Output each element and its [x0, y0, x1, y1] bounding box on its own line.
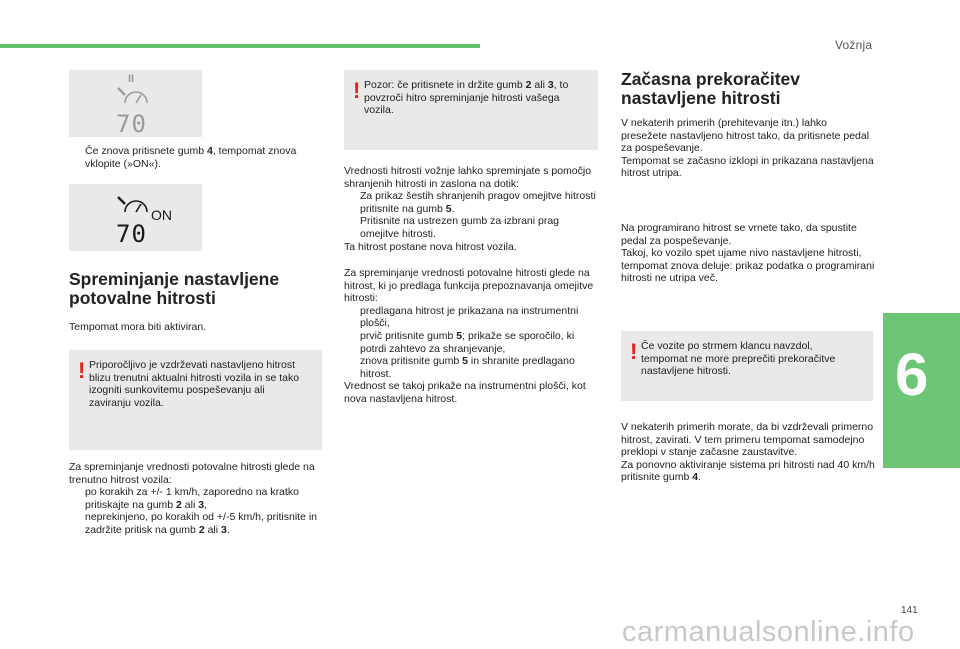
- speedometer-icon: [118, 88, 147, 103]
- watermark: carmanualsonline.info: [622, 616, 915, 648]
- intro-text: Tempomat mora biti aktiviran.: [69, 321, 207, 333]
- list-item: neprekinjeno, po korakih od +/-5 km/h, pritisnite in zadržite pritisk na gumb 2 ali 3.: [85, 511, 317, 536]
- cruise-display-on: [69, 184, 202, 251]
- warning-box-downhill: [621, 331, 873, 401]
- cruise-paused-graphic: [69, 70, 202, 137]
- warning-icon: !: [630, 339, 638, 364]
- list-item: Pritisnite na ustrezen gumb za izbrani prag omejitve hitrosti.: [360, 215, 560, 240]
- page-number: 141: [901, 605, 918, 616]
- heading-change-speed: Spreminjanje nastavljene potovalne hitrosti: [69, 269, 280, 308]
- warning-box-speed: [69, 350, 322, 450]
- stored-speeds-section: Vrednosti hitrosti vožnje lahko spreminjate s pomočjo shranjenih hitrosti in zaslona na dotik: Za prikaz šestih shranjenih pragov omejitve hitrosti pritisnite na gumb 5. Pritisnite na ustrezen gumb za izbrani prag omejitve hitrosti. Ta hitrost postane nova hitrost vozila.: [344, 165, 599, 253]
- warning-box-fast-change: [344, 70, 598, 150]
- chapter-number: 6: [895, 341, 929, 408]
- speed-value: 70: [116, 110, 147, 137]
- cruise-display-paused: [69, 70, 202, 137]
- change-instructions: Za spreminjanje vrednosti potovalne hitrosti glede na trenutno hitrost vozila: po korakih za +/- 1 km/h, zaporedno na kratko pritiskajte na gumb 2 ali 3, neprekinjeno, po korakih od +/-5 km/h, pritisnite in zadržite pritisk na gumb 2 ali 3.: [69, 461, 324, 537]
- section-title: Vožnja: [835, 38, 873, 52]
- list-item: predlagana hitrost je prikazana na instrumentni plošči,: [360, 304, 579, 330]
- list-item: po korakih za +/- 1 km/h, zaporedno na kratko pritiskajte na gumb 2 ali 3,: [85, 486, 299, 511]
- recognition-section: Za spreminjanje vrednosti potovalne hitrosti glede na hitrost, ki jo predlaga funkcija prepoznavanja omejitve hitrosti: predlagana hitrost je prikazana na instrumentni plošči, prvič pritisnite gumb 5; prikaže se sporočilo, ki potrdi zahtevo za shranjevanje, znova pritisnite gumb 5 in shranite predlagano hitrost. Vrednost se takoj prikaže na instrumentni plošči, kot nova nastavljena hitrost.: [344, 267, 599, 406]
- warning-icon: !: [353, 78, 361, 103]
- on-label: ON: [151, 207, 172, 223]
- header-accent-bar: [0, 44, 480, 48]
- return-paragraph: Na programirano hitrost se vrnete tako, da spustite pedal za pospeševanje. Takoj, ko vozilo spet ujame nivo nastavljene hitrosti, tempomat znova deluje: prikaz podatka o programirani hitrosti ne utripa več.: [621, 222, 875, 285]
- cruise-on-graphic: [69, 184, 202, 251]
- list-item: prvič pritisnite gumb 5; prikaže se sporočilo, ki potrdi zahtevo za shranjevanje,: [360, 329, 575, 355]
- warning-text: Priporočljivo je vzdrževati nastavljeno hitrost blizu trenutni aktualni hitrosti vozila in se tako izogniti sunkovitemu pospeševanju ali zaviranju vozila.: [89, 359, 300, 409]
- speedometer-icon: [118, 197, 147, 212]
- warning-text: Pozor: če pritisnete in držite gumb 2 ali 3, to povzroči hitro spreminjanje hitrosti vašega vozila.: [364, 79, 569, 117]
- pause-symbol: II: [128, 73, 135, 85]
- list-item: Za prikaz šestih shranjenih pragov omejitve hitrosti pritisnite na gumb 5.: [360, 190, 596, 215]
- heading-temporary-exceed: Začasna prekoračitev nastavljene hitrosti: [621, 69, 800, 108]
- braking-paragraph: V nekaterih primerih morate, da bi vzdrževali primerno hitrost, zavirati. V tem primeru tempomat samodejno preklopi v stanje začasne zaustavitve. Za ponovno aktiviranje sistema pri hitrosti nad 40 km/h pritisnite gumb 4.: [621, 421, 875, 484]
- warning-icon: !: [78, 358, 86, 383]
- warning-text: Če vozite po strmem klancu navzdol, tempomat ne more preprečiti prekoračitve nastavljene hitrosti.: [641, 340, 836, 378]
- speed-value: 70: [116, 220, 147, 248]
- exceed-paragraph: V nekaterih primerih (prehitevanje itn.) lahko presežete nastavljeno hitrost tako, da pritisnete pedal za pospeševanje. Tempomat se začasno izklopi in prikazana nastavljena hitrost utripa.: [621, 117, 874, 180]
- step-reenable: Če znova pritisnete gumb 4, tempomat znova vklopite (»ON«).: [85, 145, 297, 170]
- list-item: znova pritisnite gumb 5 in shranite predlagano hitrost.: [360, 355, 575, 380]
